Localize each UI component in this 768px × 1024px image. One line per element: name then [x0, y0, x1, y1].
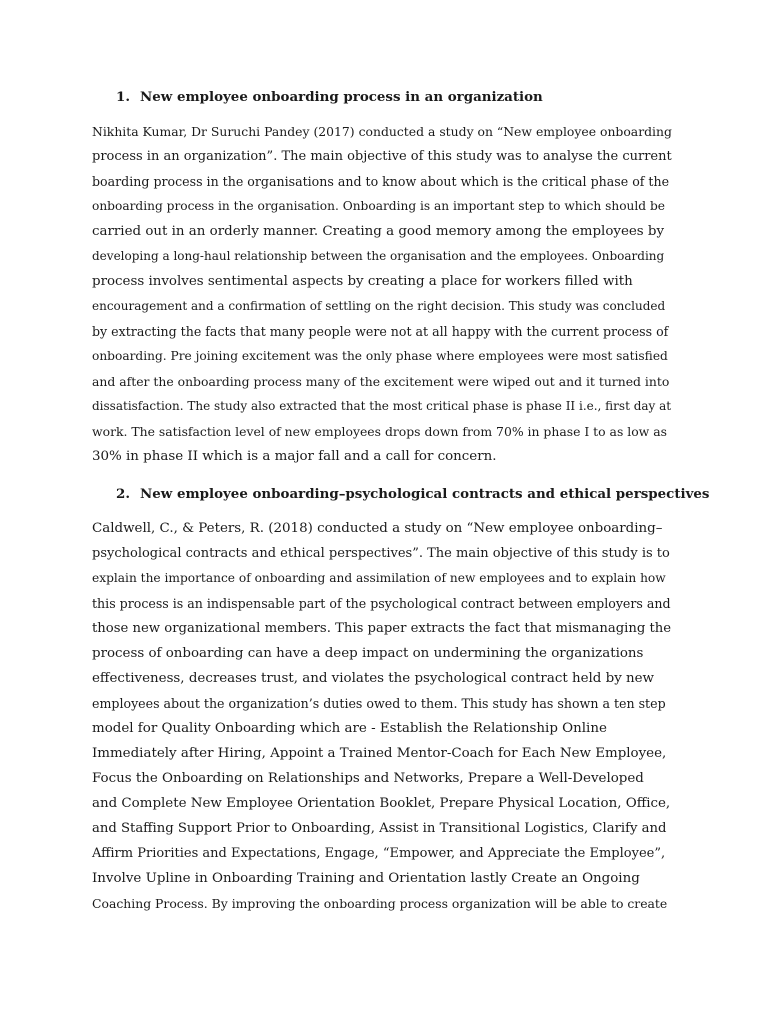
paragraph-line: process in an organization”. The main objective of this study was to analyse the current [92, 149, 672, 164]
paragraph-line: and Staffing Support Prior to Onboarding, Assist in Transitional Logistics, Clarify and [92, 821, 667, 836]
section-title: New employee onboarding–psychological contracts and ethical perspectives [140, 486, 710, 502]
paragraph-line: onboarding process in the organisation. Onboarding is an important step to which should be [92, 199, 665, 213]
paragraph-line: effectiveness, decreases trust, and violates the psychological contract held by new [92, 671, 655, 686]
paragraph-line: boarding process in the organisations and to know about which is the critical phase of the [92, 174, 670, 189]
paragraph-line: those new organizational members. This paper extracts the fact that mismanaging the [92, 621, 672, 636]
paragraph-line: employees about the organization’s duties owed to them. This study has shown a ten step [92, 696, 666, 711]
section-number: 2. [116, 486, 130, 502]
paragraph-line: this process is an indispensable part of the psychological contract between employers and [92, 596, 671, 611]
paragraph-line: dissatisfaction. The study also extracted that the most critical phase is phase II i.e., first day at [92, 399, 672, 413]
paragraph-line: Nikhita Kumar, Dr Suruchi Pandey (2017) conducted a study on “New employee onboarding [92, 124, 672, 139]
paragraph-line: process involves sentimental aspects by creating a place for workers filled with [92, 274, 633, 289]
section-title: New employee onboarding process in an organization [140, 89, 543, 105]
paragraph-line: Caldwell, C., & Peters, R. (2018) conducted a study on “New employee onboarding– [92, 521, 663, 536]
section-heading-2 [116, 484, 709, 504]
paragraph-line: onboarding. Pre joining excitement was the only phase where employees were most satisfied [92, 349, 668, 363]
paragraph-line: Immediately after Hiring, Appoint a Trained Mentor-Coach for Each New Employee, [92, 746, 667, 761]
paragraph-line: 30% in phase II which is a major fall and a call for concern. [92, 449, 497, 464]
section-number: 1. [116, 89, 130, 105]
paragraph-line: Coaching Process. By improving the onboarding process organization will be able to create [92, 896, 668, 911]
paragraph-line: carried out in an orderly manner. Creating a good memory among the employees by [92, 224, 665, 239]
paragraph-line: developing a long-haul relationship between the organisation and the employees. Onboarding [92, 249, 665, 263]
paragraph-line: and after the onboarding process many of the excitement were wiped out and it turned into [92, 374, 670, 389]
section-paragraph-2 [92, 516, 672, 916]
paragraph-line: by extracting the facts that many people were not at all happy with the current process of [92, 324, 669, 339]
paragraph-line: Affirm Priorities and Expectations, Engage, “Empower, and Appreciate the Employee”, [92, 846, 666, 861]
paragraph-line: Focus the Onboarding on Relationships and Networks, Prepare a Well-Developed [92, 771, 644, 786]
paragraph-line: model for Quality Onboarding which are - Establish the Relationship Online [92, 721, 607, 736]
paragraph-line: process of onboarding can have a deep impact on undermining the organizations [92, 646, 644, 661]
paragraph-line: work. The satisfaction level of new employees drops down from 70% in phase I to as low as [92, 424, 667, 439]
paragraph-line: Involve Upline in Onboarding Training and Orientation lastly Create an Ongoing [92, 871, 640, 886]
section-heading-1 [116, 87, 543, 107]
paragraph-line: encouragement and a confirmation of settling on the right decision. This study was concluded [92, 299, 666, 313]
paragraph-line: psychological contracts and ethical perspectives”. The main objective of this study is to [92, 546, 670, 561]
paragraph-line: and Complete New Employee Orientation Booklet, Prepare Physical Location, Office, [92, 796, 671, 811]
paragraph-line: explain the importance of onboarding and assimilation of new employees and to explain how [92, 571, 666, 585]
section-paragraph-1 [92, 119, 672, 469]
